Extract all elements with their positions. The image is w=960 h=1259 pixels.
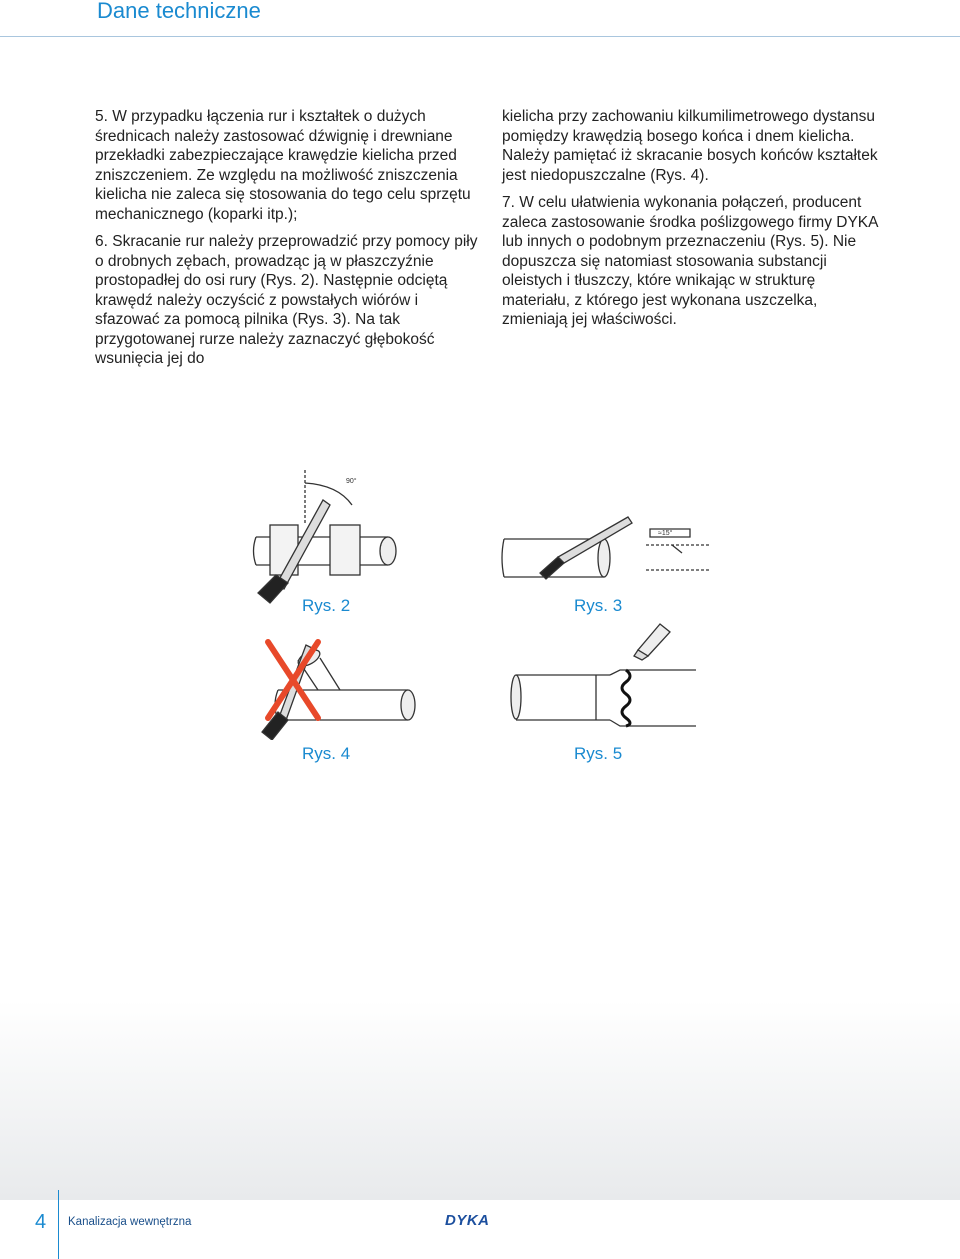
footer-divider xyxy=(58,1190,59,1259)
figure-rys3-file-illustration xyxy=(500,515,710,595)
right-column xyxy=(502,107,887,338)
footer-section-title: Kanalizacja wewnętrzna xyxy=(68,1216,192,1228)
paragraph-6-continued: kielicha przy zachowaniu kilkumilimetrowego dystansu pomiędzy krawędzią bosego końca i dnem kielicha. Należy pamiętać iż skracanie bosych końców kształtek jest niedopuszczalne (Rys. 4). xyxy=(502,108,878,184)
figure-rys5-lubricant-illustration xyxy=(510,620,700,740)
figure-rys4-forbidden-cut-illustration xyxy=(248,620,418,740)
figure-rys2-saw-illustration xyxy=(248,465,408,605)
figure-caption-rys2: Rys. 2 xyxy=(302,596,351,615)
rys3-angle-label: ≈15° xyxy=(658,530,673,537)
rys2-angle-label: 90° xyxy=(346,478,357,485)
dyka-logo: DYKA xyxy=(445,1212,490,1229)
figure-caption-rys5: Rys. 5 xyxy=(574,744,623,763)
paragraph-7: 7. W celu ułatwienia wykonania połączeń, producent zaleca zastosowanie środka poślizgowego firmy DYKA lub innych o podobnym przeznaczeniu (Rys. 5). Nie dopuszcza się natomiast stosowania substancji oleistych i tłuszczy, które wnikając w strukturę materiału, z którego jest wykonana uszczelka, zmieniają jej właściwości. xyxy=(502,194,878,328)
footer-shading xyxy=(0,1000,960,1200)
page-title: Dane techniczne xyxy=(97,0,261,23)
paragraph-6: 6. Skracanie rur należy przeprowadzić przy pomocy piły o drobnych zębach, prowadząc ją w płaszczyźnie prostopadłej do osi rury (Rys. 2). Następnie odciętą krawędź należy oczyścić z powstałych wiórów i sfazować za pomocą pilnika (Rys. 3). Na tak przygotowanej rurze należy zaznaczyć głębokość wsunięcia jej do xyxy=(95,233,478,367)
left-column xyxy=(95,107,480,377)
header-divider xyxy=(0,36,960,37)
page-number: 4 xyxy=(35,1211,47,1233)
paragraph-5: 5. W przypadku łączenia rur i kształtek o dużych średnicach należy zastosować dźwignię i drewniane przekładki zabezpieczające krawędzie kielicha przed zniszczeniem. Ze względu na możliwość zniszczenia kielicha nie zaleca się stosowania do tego celu sprzętu mechanicznego (koparki itp.); xyxy=(95,108,471,223)
figure-caption-rys3: Rys. 3 xyxy=(574,596,623,615)
figure-caption-rys4: Rys. 4 xyxy=(302,744,351,763)
